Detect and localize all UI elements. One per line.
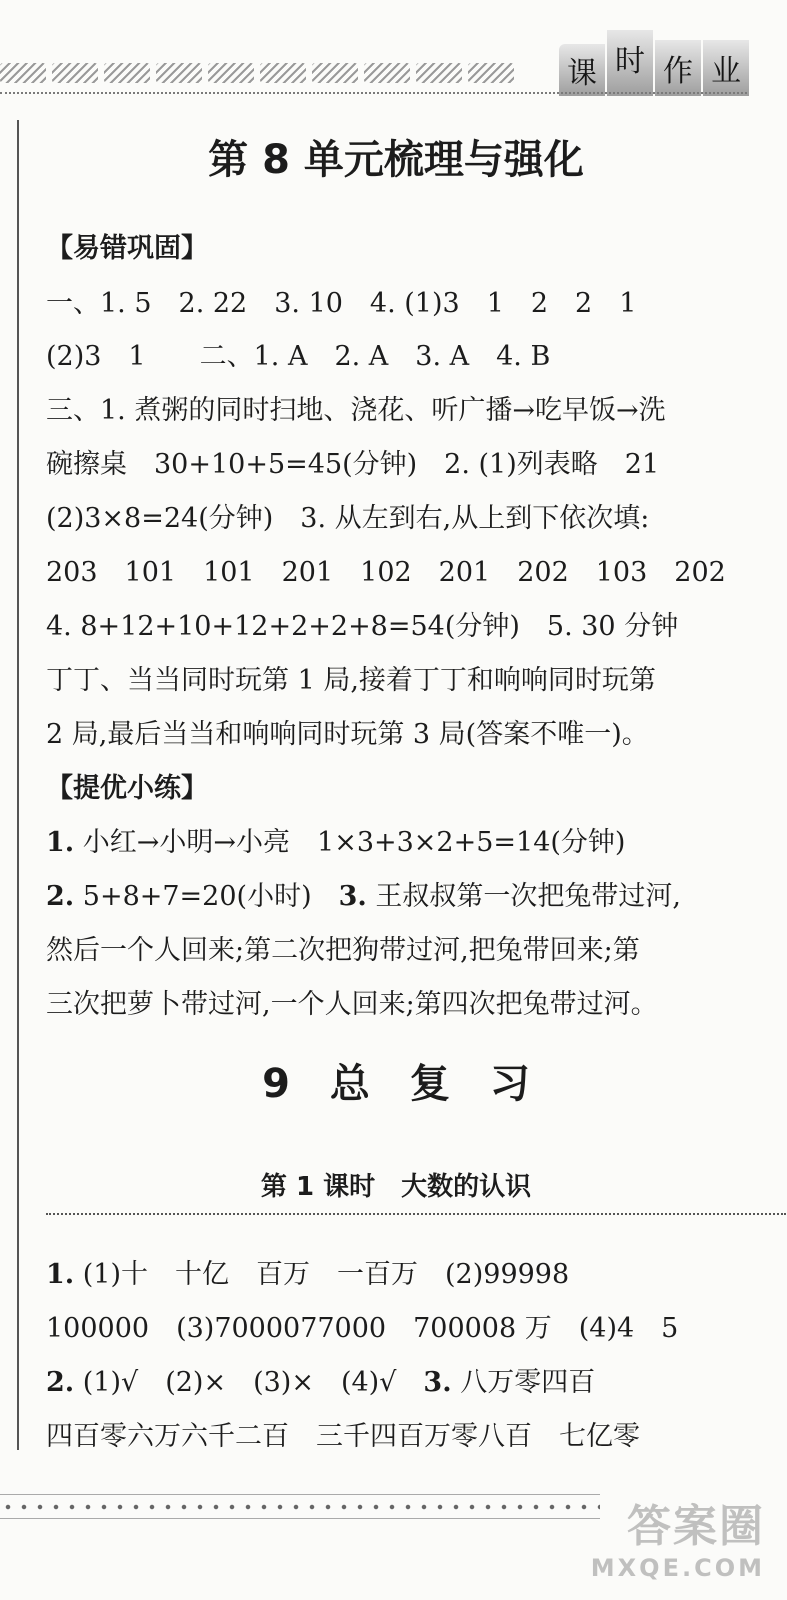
answer-line: 三、1. 煮粥的同时扫地、浇花、听广播→吃早饭→洗 (46, 395, 666, 426)
answer-line (46, 874, 681, 913)
answer-line: (2)3×8=24(分钟) 3. 从左到右,从上到下依次填: (46, 503, 650, 534)
page-title: 第 8 单元梳理与强化 (208, 137, 584, 183)
answer-line: 四百零六万六千二百 三千四百万零八百 七亿零 (46, 1421, 640, 1452)
answer-line: (2)3 1 二、1. A 2. A 3. A 4. B (46, 341, 551, 372)
answer-line: 100000 (3)7000077000 700008 万 (4)4 5 (46, 1313, 679, 1344)
header-tab-char: 时 (607, 30, 653, 96)
section-heading-tiyou: 【提优小练】 (46, 773, 208, 804)
watermark-text: 答案圈 (627, 1501, 765, 1552)
header-tab (557, 30, 749, 96)
answer-line: 一、1. 5 2. 22 3. 10 4. (1)3 1 2 2 1 (46, 288, 637, 319)
watermark-url: MXQE.COM (590, 1554, 765, 1582)
margin-rule (17, 120, 19, 1450)
answer-line: 碗擦桌 30+10+5=45(分钟) 2. (1)列表略 21 (46, 449, 660, 480)
question-number: 3. (338, 881, 367, 912)
answer-line (46, 820, 625, 859)
question-number: 1. (46, 827, 75, 858)
answer-text: 王叔叔第一次把兔带过河, (366, 881, 681, 912)
answer-line: 三次把萝卜带过河,一个人回来;第四次把兔带过河。 (46, 989, 658, 1020)
watermark-logo (591, 1490, 765, 1582)
header-tab-char: 业 (703, 40, 749, 96)
answer-line: 然后一个人回来;第二次把狗带过河,把兔带回来;第 (46, 935, 640, 966)
header-dash-band (0, 58, 530, 88)
question-number: 1. (46, 1259, 75, 1290)
lesson-dotted-rule (46, 1213, 786, 1215)
answer-line: 203 101 101 201 102 201 202 103 202 (46, 557, 726, 588)
answer-text: 小红→小明→小亮 1×3+3×2+5=14(分钟) (74, 827, 626, 858)
answer-line: 4. 8+12+10+12+2+2+8=54(分钟) 5. 30 分钟 (46, 611, 679, 642)
answer-text: 5+8+7=20(小时) (74, 881, 339, 912)
question-number: 2. (46, 881, 75, 912)
header-dotted-rule (0, 92, 747, 94)
question-number: 2. (46, 1367, 75, 1398)
answer-text: (1)十 十亿 百万 一百万 (2)99998 (74, 1259, 570, 1290)
header-tab-char: 作 (655, 40, 701, 96)
answer-text: (1)√ (2)× (3)× (4)√ (74, 1367, 424, 1398)
review-title: 9 总 复 习 (262, 1061, 530, 1107)
answer-text: 八万零四百 (451, 1367, 596, 1398)
answer-line (46, 1360, 595, 1399)
section-heading-yicuo: 【易错巩固】 (46, 233, 208, 264)
answer-line (46, 1252, 569, 1291)
header-tab-char: 课 (559, 44, 605, 96)
answer-line: 2 局,最后当当和响响同时玩第 3 局(答案不唯一)。 (46, 719, 649, 750)
answer-line: 丁丁、当当同时玩第 1 局,接着丁丁和响响同时玩第 (46, 665, 656, 696)
lesson-title: 第 1 课时 大数的认识 (260, 1172, 532, 1202)
question-number: 3. (423, 1367, 452, 1398)
